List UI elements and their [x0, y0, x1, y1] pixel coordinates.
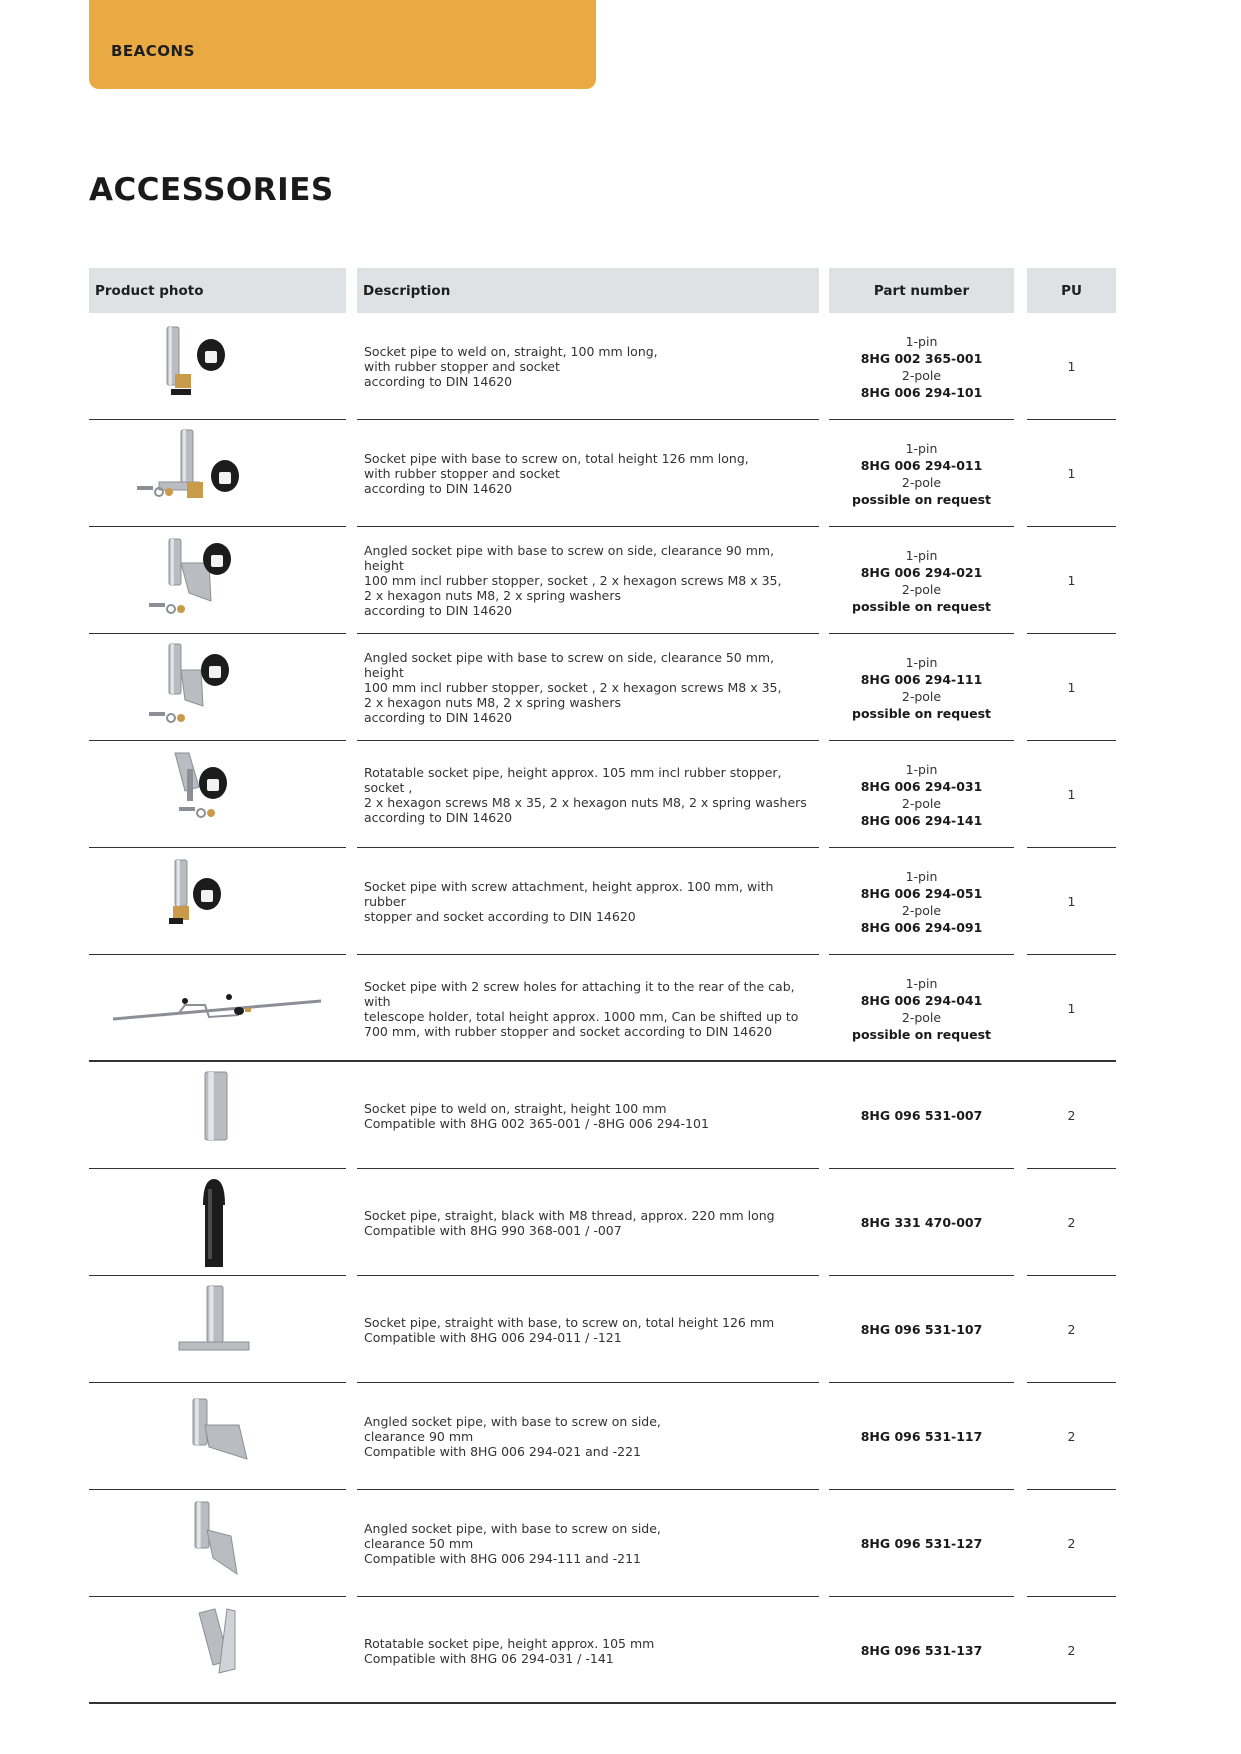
product-description: Angled socket pipe, with base to screw on side, clearance 90 mm Compatible with 8HG 006 294-021 and -221	[364, 1414, 661, 1459]
rotatable-pipe-plain-photo	[89, 1603, 346, 1697]
pole-label: 2-pole	[901, 474, 942, 490]
part-number-cell	[829, 848, 1014, 955]
part-number: 8HG 006 294-031	[860, 778, 983, 794]
column-header-pu-label: PU	[1061, 283, 1082, 299]
column-header-photo-label: Product photo	[95, 283, 204, 299]
part-number-cell	[829, 1276, 1014, 1383]
packaging-unit: 1	[1067, 359, 1076, 374]
part-number-cell	[829, 1383, 1014, 1490]
part-number: 8HG 096 531-137	[860, 1643, 983, 1658]
part-number: 8HG 096 531-127	[860, 1536, 983, 1551]
section-tab-label: BEACONS	[111, 42, 195, 60]
packaging-unit: 2	[1067, 1536, 1076, 1551]
table-row	[0, 741, 1241, 848]
part-number: 8HG 006 294-091	[860, 919, 983, 935]
packaging-unit: 2	[1067, 1108, 1076, 1123]
product-description: Angled socket pipe with base to screw on side, clearance 90 mm, height 100 mm incl rubber stopper, socket , 2 x hexagon screws M8 x 35, 2 x hexagon nuts M8, 2 x spring washers according to DIN 14620	[364, 543, 782, 618]
part-number: possible on request	[852, 598, 991, 614]
pole-label: 1-pin	[905, 547, 938, 563]
table-row	[0, 848, 1241, 955]
accessories-table	[0, 313, 1241, 1704]
pole-label: 2-pole	[901, 688, 942, 704]
product-description: Rotatable socket pipe, height approx. 105 mm Compatible with 8HG 06 294-031 / -141	[364, 1635, 655, 1666]
part-number-cell	[829, 634, 1014, 741]
table-row	[0, 1169, 1241, 1276]
rotatable-socket-pipe-photo	[89, 747, 346, 841]
product-description: Socket pipe with base to screw on, total height 126 mm long, with rubber stopper and socket according to DIN 14620	[364, 451, 749, 496]
part-number: 8HG 096 531-117	[860, 1429, 983, 1444]
table-row	[0, 955, 1241, 1062]
product-description: Socket pipe with 2 screw holes for attaching it to the rear of the cab, with telescope holder, total height approx. 1000 mm, Can be shifted up to 700 mm, with rubber stopper and socket according to DIN 14620	[364, 978, 799, 1039]
part-number: 8HG 096 531-107	[860, 1322, 983, 1337]
packaging-unit: 1	[1067, 787, 1076, 802]
part-number: possible on request	[852, 705, 991, 721]
pole-label: 1-pin	[905, 654, 938, 670]
product-description: Rotatable socket pipe, height approx. 105 mm incl rubber stopper, socket , 2 x hexagon screws M8 x 35, 2 x hexagon nuts M8, 2 x spring washers according to DIN 14620	[364, 764, 807, 825]
part-number-cell	[829, 1169, 1014, 1276]
part-number-cell	[829, 1490, 1014, 1597]
part-number: possible on request	[852, 491, 991, 507]
part-number: 8HG 006 294-021	[860, 564, 983, 580]
socket-pipe-straight-base-photo	[89, 1282, 346, 1376]
socket-pipe-weld-straight-photo	[89, 319, 346, 413]
part-number-cell	[829, 1062, 1014, 1169]
product-description: Socket pipe to weld on, straight, 100 mm long, with rubber stopper and socket according to DIN 14620	[364, 344, 658, 389]
part-number: 8HG 006 294-051	[860, 885, 983, 901]
pole-label: 2-pole	[901, 581, 942, 597]
socket-pipe-weld-plain-photo	[89, 1068, 346, 1162]
product-description: Angled socket pipe, with base to screw on side, clearance 50 mm Compatible with 8HG 006 294-111 and -211	[364, 1521, 661, 1566]
section-tab	[89, 0, 596, 89]
column-header-description-label: Description	[363, 283, 451, 299]
column-header-description	[357, 268, 819, 313]
pole-label: 2-pole	[901, 1009, 942, 1025]
socket-pipe-telescope-photo	[89, 961, 346, 1055]
packaging-unit: 2	[1067, 1322, 1076, 1337]
part-number-cell	[829, 313, 1014, 420]
product-description: Socket pipe, straight with base, to screw on, total height 126 mm Compatible with 8HG 006 294-011 / -121	[364, 1314, 775, 1345]
pole-label: 1-pin	[905, 868, 938, 884]
part-number-cell	[829, 527, 1014, 634]
part-number: 8HG 006 294-141	[860, 812, 983, 828]
part-number-cell	[829, 420, 1014, 527]
part-number-cell	[829, 1597, 1014, 1704]
part-number: 8HG 006 294-041	[860, 992, 983, 1008]
angled-socket-pipe-50-photo	[89, 640, 346, 734]
table-row	[0, 634, 1241, 741]
pole-label: 1-pin	[905, 333, 938, 349]
part-number-cell	[829, 741, 1014, 848]
socket-pipe-black-m8-photo	[89, 1175, 346, 1269]
pole-label: 2-pole	[901, 902, 942, 918]
angled-pipe-base-50-photo	[89, 1496, 346, 1590]
pole-label: 1-pin	[905, 975, 938, 991]
table-row	[0, 1383, 1241, 1490]
packaging-unit: 1	[1067, 1001, 1076, 1016]
part-number: 8HG 006 294-101	[860, 384, 983, 400]
part-number: 8HG 331 470-007	[860, 1215, 983, 1230]
pole-label: 2-pole	[901, 367, 942, 383]
part-number-cell	[829, 955, 1014, 1062]
table-row	[0, 1062, 1241, 1169]
column-header-part-number	[829, 268, 1014, 313]
table-row	[0, 1597, 1241, 1704]
packaging-unit: 1	[1067, 680, 1076, 695]
pole-label: 2-pole	[901, 795, 942, 811]
part-number: 8HG 002 365-001	[860, 350, 983, 366]
packaging-unit: 2	[1067, 1215, 1076, 1230]
column-header-photo	[89, 268, 346, 313]
product-description: Angled socket pipe with base to screw on side, clearance 50 mm, height 100 mm incl rubber stopper, socket , 2 x hexagon screws M8 x 35, 2 x hexagon nuts M8, 2 x spring washers according to DIN 14620	[364, 650, 782, 725]
product-description: Socket pipe, straight, black with M8 thread, approx. 220 mm long Compatible with 8HG 990 368-001 / -007	[364, 1207, 775, 1238]
column-header-pu	[1027, 268, 1116, 313]
table-row	[0, 527, 1241, 634]
packaging-unit: 1	[1067, 573, 1076, 588]
row-divider	[89, 1702, 1116, 1704]
part-number: 8HG 096 531-007	[860, 1108, 983, 1123]
socket-pipe-base-screw-photo	[89, 426, 346, 520]
product-description: Socket pipe to weld on, straight, height 100 mm Compatible with 8HG 002 365-001 / -8HG 006 294-101	[364, 1100, 709, 1131]
part-number: possible on request	[852, 1026, 991, 1042]
table-row	[0, 1276, 1241, 1383]
socket-pipe-screw-attachment-photo	[89, 854, 346, 948]
table-row	[0, 420, 1241, 527]
part-number: 8HG 006 294-111	[860, 671, 983, 687]
pole-label: 1-pin	[905, 761, 938, 777]
packaging-unit: 1	[1067, 466, 1076, 481]
angled-pipe-base-90-photo	[89, 1389, 346, 1483]
packaging-unit: 2	[1067, 1643, 1076, 1658]
page-title: ACCESSORIES	[89, 172, 334, 208]
table-row	[0, 313, 1241, 420]
table-row	[0, 1490, 1241, 1597]
pole-label: 1-pin	[905, 440, 938, 456]
product-description: Socket pipe with screw attachment, height approx. 100 mm, with rubber stopper and socket according to DIN 14620	[364, 879, 774, 924]
packaging-unit: 2	[1067, 1429, 1076, 1444]
part-number: 8HG 006 294-011	[860, 457, 983, 473]
angled-socket-pipe-90-photo	[89, 533, 346, 627]
column-header-part-number-label: Part number	[873, 283, 970, 299]
packaging-unit: 1	[1067, 894, 1076, 909]
